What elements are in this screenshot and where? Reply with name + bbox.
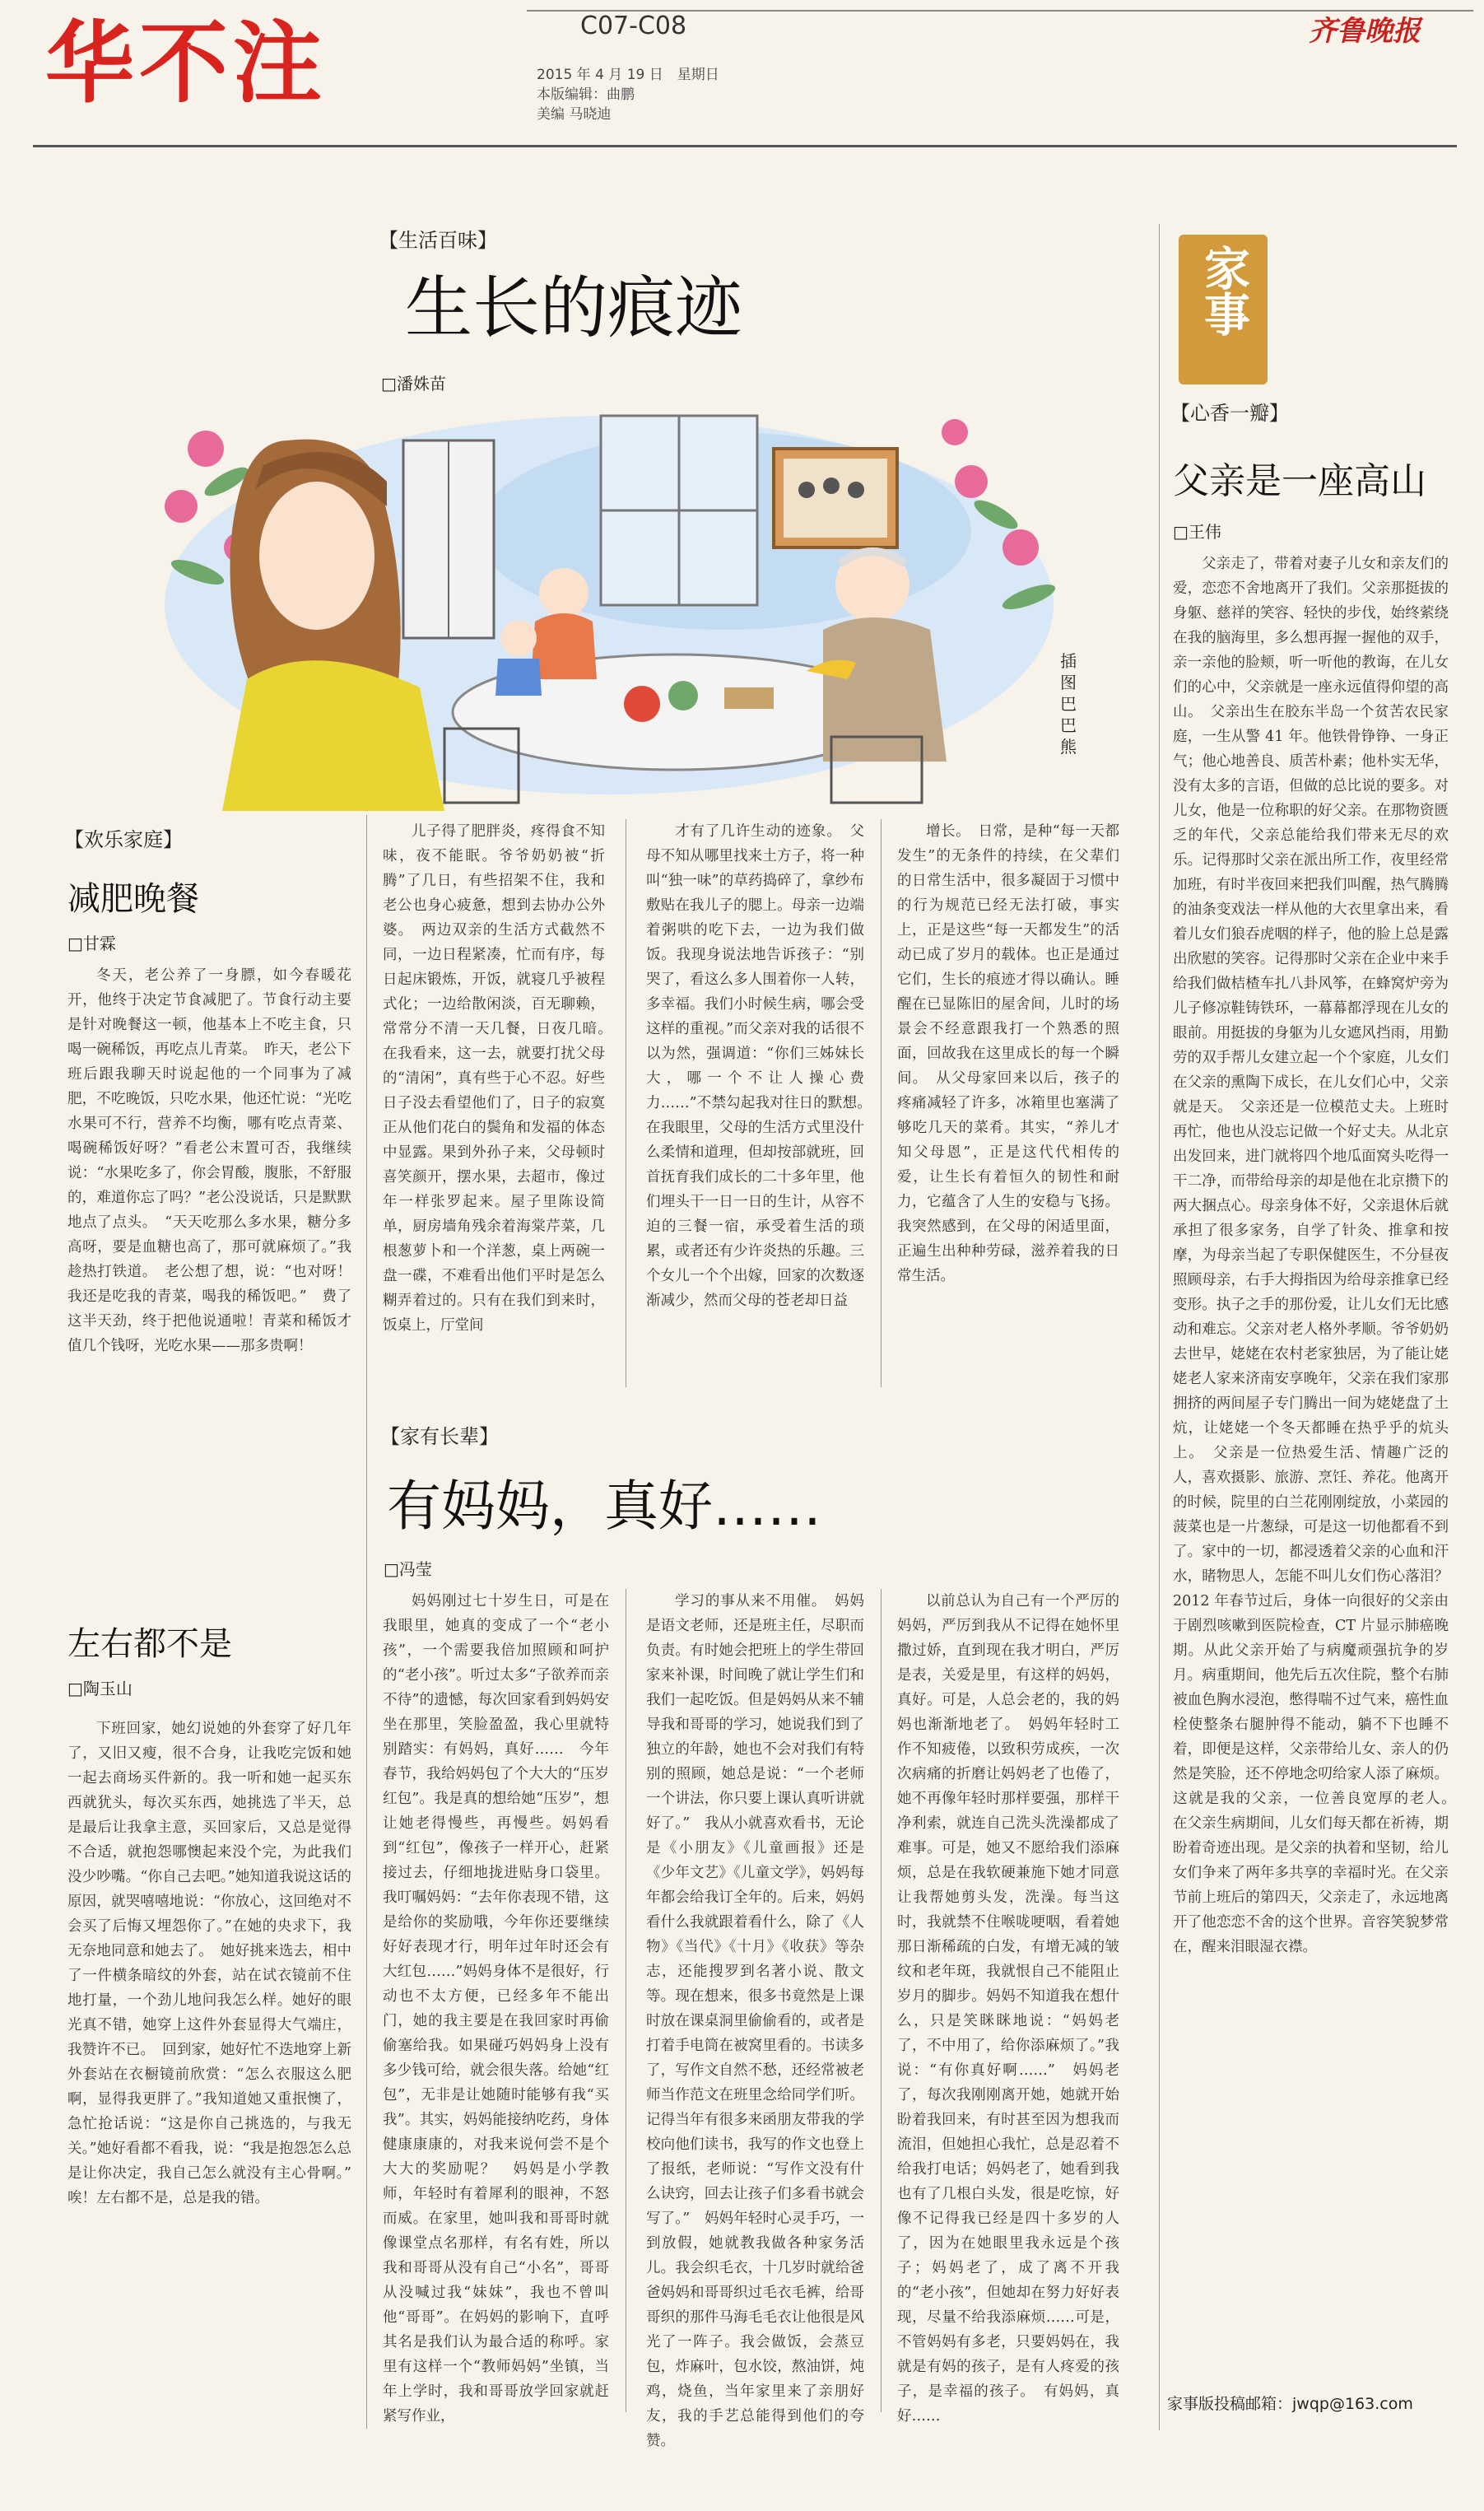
right-article-title: 父亲是一座高山	[1173, 460, 1426, 502]
main-article-paragraph: 才有了几许生动的迹象。 父母不知从哪里找来土方子，将一种叫“独一味”的草药捣碎了，拿纱布敷贴在我儿子的腮上。母亲一边端着粥哄的吃下去，一边为我们做饭。我现身说法地告诉孩子：“别哭了，看这么多人围着你一人转，多幸福。我们小时候生病，哪会受这样的重视。”而父亲对我的话很不以为然，强调道：“你们三姊妹长大，哪一个不让人操心费力……”不禁勾起我对往日的默想。 在我眼里，父母的生活方式里没什么柔情和道理，但却按部就班，回首抚育我们成长的二十多年里，他们埋头干一日一日的生计，从容不迫的三餐一宿，承受着生活的琐累，或者还有少许炎热的乐趣。三个女儿一个个出嫁，回家的次数逐渐减少，然而父母的苍老却日益	[646, 823, 879, 1309]
left-article-1-tag: 【欢乐家庭】	[64, 828, 183, 851]
left-article-1-title: 减肥晚餐	[67, 880, 199, 918]
left-article-2-paragraph: 下班回家，她幻说她的外套穿了好几年了，又旧又瘦，很不合身，让我吃完饭和她一起去商场买件新的。我一听和她一起买东西就犹头，每次买东西，她挑选了半天，总是最后让我拿主意，买回家后，又总是觉得不合适，就抱怨哪懊起来没个完，为此我们没少吵嘴。“你自己去吧。”她知道我说这话的原因，就哭嘻嘻地说：“你放心，这回绝对不会买了后悔又埋怨你了。”在她的央求下，我无奈地同意和她去了。 她好挑来选去，相中了一件横条暗纹的外套，站在试衣镜前不住地打量，一个劲儿地问我怎么样。她好的眼光真不错，她穿上这件外套显得大气端庄，我赞许不已。 回到家，她好忙不迭地穿上新外套站在衣橱镜前欣赏：“怎么衣服这么肥啊，显得我更胖了。”我知道她又重抿懊了，急忙抢话说：“这是你自己挑选的，与我无关。”她好看都不看我，说：“我是抱怨怎么总是让你决定，我自己怎么就没有主心骨啊。” 唉！左右都不是，总是我的错。	[67, 1721, 366, 2206]
main-article-paragraph: 儿子得了肥胖炎，疼得食不知味，夜不能眠。爷爷奶奶被“折腾”了几日，有些招架不住，我和老公也身心疲惫，想到去协办公外婆。 两边双亲的生活方式截然不同，一边日程紧凑，忙而有序，每日起床锻炼，开饭，就寝几乎被程式化；一边给散闲淡，百无聊赖，常常分不清一天几餐，日夜几暗。 在我看来，这一去，就要打扰父母的“清闲”，真有些于心不忍。好些日子没去看望他们了，日子的寂寞正从他们花白的鬓角和发福的体态中显露。果到外孙子来，父母顿时喜笑颜开，摆水果，去超市，像过年一样张罗起来。屋子里陈设简单，厨房墙角残余着海棠芹菜，几根葱萝卜和一个洋葱，桌上两碗一盘一碟，不难看出他们平时是怎么糊弄着过的。只有在我们到来时，饭桌上，厅堂间	[383, 823, 620, 1334]
column-divider	[366, 815, 367, 2429]
header-rule	[33, 145, 1457, 147]
family-dinner-illustration	[148, 383, 1062, 811]
section-badge-label: 家事	[1197, 245, 1250, 337]
mid-article-title: 有妈妈，真好……	[387, 1474, 821, 1538]
mid-article-column-3	[897, 1589, 1119, 2425]
section-badge	[1179, 235, 1268, 384]
illustration-credit: 插图 巴巴熊	[1060, 651, 1093, 757]
column-divider	[881, 819, 882, 1387]
newspaper-brand-logo: 齐鲁晚报	[1309, 15, 1421, 48]
mid-article-column-2	[646, 1589, 864, 2449]
main-article-tag: 【生活百味】	[379, 229, 497, 252]
main-article-column-1	[383, 819, 620, 1387]
mid-article-paragraph: 学习的事从来不用催。 妈妈是语文老师，还是班主任，尽职而负责。有时她会把班上的学生带回家来补课，时间晚了就让学生们和我们一起吃饭。但是妈妈从来不辅导我和哥哥的学习，她说我们到了独立的年龄，她也不会对我们有特别的照顾，她总是说：“一个老师一个讲法，你只要上课认真听讲就好了。” 我从小就喜欢看书，无论是《小朋友》《儿童画报》还是《少年文艺》《儿童文学》，妈妈每年都会给我订全年的。后来，妈妈看什么我就跟着看什么，除了《人物》《当代》《十月》《收获》等杂志，还能搜罗到名著小说、散文等。现在想来，很多书竟然是上课时放在课桌洞里偷偷看的，或者是打着手电筒在被窝里看的。书读多了，写作文自然不愁，还经常被老师当作范文在班里念给同学们听。记得当年有很多来函朋友带我的学校向他们读书，我写的作文也登上了报纸，老师说：“写作文没有什么诀窍，回去让孩子们多看书就会写了。” 妈妈年轻时心灵手巧，一到放假，她就教我做各种家务活儿。我会织毛衣，十几岁时就给爸爸妈妈和哥哥织过毛衣毛裤，给哥哥织的那件马海毛毛衣让他很是风光了一阵子。我会做饭，会蒸豆包，炸麻叶，包水饺，熬油饼，炖鸡，烧鱼，当年家里来了亲朋好友，我的手艺总能得到他们的夸赞。	[646, 1593, 864, 2449]
submission-email: 家事版投稿邮箱：jwqp@163.com	[1167, 2395, 1413, 2413]
left-article-1-body	[67, 963, 351, 1572]
main-article-column-2	[646, 819, 879, 1387]
main-article-title: 生长的痕迹	[405, 269, 743, 347]
mid-article-tag: 【家有长辈】	[380, 1425, 499, 1448]
column-divider	[881, 1589, 882, 2412]
date-line: 2015 年 4 月 19 日 星期日	[537, 67, 719, 83]
right-article-body	[1173, 552, 1463, 2379]
main-article-column-3	[897, 819, 1119, 1387]
left-article-1-author: □甘霖	[67, 934, 116, 953]
left-article-2-body	[67, 1717, 366, 2408]
left-article-2-author: □陶玉山	[67, 1679, 133, 1698]
section-masthead: 华不注	[45, 12, 328, 115]
mid-article-paragraph: 以前总认为自己有一个严厉的妈妈，严厉到我从不记得在她怀里撒过娇，直到现在我才明白，严厉是表，关爱是里，有这样的妈妈，真好。可是，人总会老的，我的妈妈也渐渐地老了。 妈妈年轻时工作不知疲倦，以致积劳成疾，一次次病痛的折磨让妈妈老了也倦了，她不再像年轻时那样要强，那样干净利索，就连自己洗头洗澡都成了难事。可是，她又不愿给我们添麻烦，总是在我软硬兼施下她才同意让我帮她剪头发，洗澡。每当这时，我就禁不住喉咙哽咽，看着她那日渐稀疏的白发，有增无减的皱纹和老年斑，我就恨自己不能阻止岁月的脚步。妈妈不知道我在想什么，只是笑眯眯地说：“妈妈老了，不中用了，给你添麻烦了。”我说：“有你真好啊……” 妈妈老了，每次我刚刚离开她，她就开始盼着我回来，有时甚至因为想我而流泪，但她担心我忙，总是忍着不给我打电话；妈妈老了，她看到我也有了几根白头发，很是吃惊，好像不记得我已经是四十多岁的人了，因为在她眼里我永远是个孩子；妈妈老了，成了离不开我的“老小孩”，但她却在努力好好表现，尽量不给我添麻烦……可是，不管妈妈有多老，只要妈妈在，我就是有妈的孩子，是有人疼爱的孩子，是幸福的孩子。 有妈妈，真好……	[897, 1593, 1119, 2425]
left-article-1-paragraph: 冬天，老公养了一身膘，如今春暖花开，他终于决定节食减肥了。节食行动主要是针对晚餐这一顿，他基本上不吃主食，只喝一碗稀饭，再吃点儿青菜。 昨天，老公下班后跟我聊天时说起他的一个同事为了减肥，不吃晚饭，只吃水果，他还忙说：“光吃水果可不行，营养不均衡，哪有吃点青菜、喝碗稀饭好呀？”看老公末置可否，我继续说：“水果吃多了，你会胃酸，腹胀，不舒服的，难道你忘了吗？”老公没说话，只是默默地点了点头。 “天天吃那么多水果，糖分多高呀，要是血糖也高了，那可就麻烦了。”我趁热打铁道。 老公想了想，说：“也对呀！我还是吃我的青菜，喝我的稀饭吧。” 费了这半天劲，终于把他说通啦！青菜和稀饭才值几个钱呀，光吃水果——那多贵啊！	[67, 967, 351, 1354]
editor-line: 本版编辑：曲鹏	[537, 86, 635, 103]
main-article-paragraph: 增长。 日常，是种“每一天都发生”的无条件的持续，在父辈们的日常生活中，很多凝固于习惯中的行为规范已经无法打破，事实上，正是这些“每一天都发生”的活动已成了岁月的载体。也正是通过它们，生长的痕迹才得以确认。睡醒在已显陈旧的屋舍间，儿时的场景会不经意跟我打一个熟悉的照面，回故我在这里成长的每一个瞬间。 从父母家回来以后，孩子的疼痛减轻了许多，冰箱里也塞满了够吃几天的菜肴。其实，“养儿才知父母恩”，正是这代代相传的爱，让生长有着恒久的韧性和耐力，它蕴含了人生的安稳与飞扬。我突然感到，在父母的闲适里面，正遍生出种种劳碌，滋养着我的日常生活。	[897, 823, 1119, 1284]
mid-article-paragraph: 妈妈刚过七十岁生日，可是在我眼里，她真的变成了一个“老小孩”，一个需要我倍加照顾和呵护的“老小孩”。听过太多“子欲养而亲不待”的遗憾，每次回家看到妈妈安坐在那里，笑脸盈盈，我心里就特别踏实：有妈妈，真好…… 今年春节，我给妈妈包了个大大的“压岁红包”。我是真的想给她“压岁”，想让她老得慢些，再慢些。妈妈看到“红包”，像孩子一样开心，赶紧接过去，仔细地拢进贴身口袋里。我叮嘱妈妈：“去年你表现不错，这是给你的奖励哦，今年你还要继续好好表现才行，明年过年时还会有大红包……”妈妈身体不是很好，行动也不太方便，已经多年不能出门，她的我主要是在我回家时再偷偷塞给我。如果碰巧妈妈身上没有多少钱可给，就会很失落。给她“红包”，无非是让她随时能够有我“买我”。其实，妈妈能接纳吃药，身体健康康康的，对我来说何尝不是个大大的奖励呢？ 妈妈是小学教师，年轻时有着犀利的眼神，不怒而威。在家里，她叫我和哥哥时就像课堂点名那样，有名有姓，所以我和哥哥从没有自己“小名”，哥哥从没喊过我“妹妹”，我也不曾叫他“哥哥”。在妈妈的影响下，直呼其名是我们认为最合适的称呼。家里有这样一个“教师妈妈”坐镇，当年上学时，我和哥哥放学回家就赶紧写作业，	[383, 1593, 609, 2425]
left-article-2-title: 左右都不是	[67, 1625, 232, 1663]
page-code: C07-C08	[580, 12, 687, 40]
designer-line: 美编 马晓迪	[537, 106, 612, 123]
right-article-paragraph: 父亲走了，带着对妻子儿女和亲友们的爱，恋恋不舍地离开了我们。父亲那挺拔的身躯、慈祥的笑容、轻快的步伐，始终萦绕在我的脑海里，多么想再握一握他的双手，亲一亲他的脸颊，听一听他的教诲，在儿女们的心中，父亲就是一座永远值得仰望的高山。 父亲出生在胶东半岛一个贫苦农民家庭，一生从警 41 年。他铁骨铮铮、一身正气；他心地善良、质苦朴素；他朴实无华，没有太多的言语，但做的总比说的要多。对儿女，他是一位称职的好父亲。在那物资匮乏的年代，父亲总能给我们带来无尽的欢乐。记得那时父亲在派出所工作，夜里经常加班，有时半夜回来把我们叫醒，热气腾腾的油条变戏法一样从他的大衣里拿出来，看着儿女们狼吞虎咽的样子，他的脸上总是露出欣慰的笑容。记得那时父亲在企业中来手给我们做桔楂车扎八卦风筝，在蜂窝炉旁为儿子修凉鞋铸铁环，一幕幕都浮现在儿女的眼前。用挺拔的身躯为儿女遮风挡雨，用勤劳的双手帮儿女建立起一个个家庭，儿女们在父亲的熏陶下成长，在儿女们心中，父亲就是天。 父亲还是一位模范丈夫。上班时再忙，他也从没忘记做一个好丈夫。从北京出发回来，进门就将四个地瓜面窝头吃得一干二净，而带给母亲的却是他在北京攒下的两大捆点心。母亲身体不好，父亲退休后就承担了很多家务，自学了针灸、推拿和按摩，为母亲当起了专职保健医生，不分昼夜照顾母亲，右手大拇指因为给母亲推拿已经变形。执子之手的那份爱，让儿女们无比感动和难忘。父亲对老人格外孝顺。爷爷奶奶去世早，姥姥在农村老家独居，为了能让姥姥老人家来济南安享晚年，父亲在我们家那拥挤的两间屋子专门腾出一间为姥姥盘了土炕，让姥姥一个冬天都睡在热乎乎的炕头上。 父亲是一位热爱生活、情趣广泛的人，喜欢摄影、旅游、烹饪、养花。他离开的时候，院里的白兰花刚刚绽放，小菜园的菠菜也是一片葱绿，可是这一切他都看不到了。家中的一切，都浸透着父亲的心血和汗水，睹物思人，怎能不叫儿女们伤心落泪？ 2012 年春节过后，身体一向很好的父亲由于剧烈咳嗽到医院检查，CT 片显示肺癌晚期。从此父亲开始了与病魔顽强抗争的岁月。病重期间，他先后五次住院，整个右肺被血色胸水浸泡，憋得喘不过气来，癌性血栓使整条右腿肿得不能动，躺不下也睡不着，即便是这样，父亲带给儿女、亲人的仍然是笑脸，还不停地念叨给家人添了麻烦。这就是我的父亲，一位善良宽厚的老人。 在父亲生病期间，儿女们每天都在祈祷，期盼着奇迹出现。是父亲的执着和坚韧，给儿女们争来了两年多共享的幸福时光。在父亲节前上班后的第四天，父亲走了，永远地离开了他恋恋不舍的这个世界。音容笑貌梦常在，醒来泪眼湿衣襟。	[1173, 556, 1463, 1955]
right-article-tag: 【心香一瓣】	[1170, 402, 1289, 425]
mid-article-column-1	[383, 1589, 609, 2425]
main-article-author: □潘姝苗	[381, 374, 446, 394]
mid-article-author: □冯莹	[384, 1559, 432, 1579]
right-article-author: □王伟	[1173, 522, 1221, 542]
